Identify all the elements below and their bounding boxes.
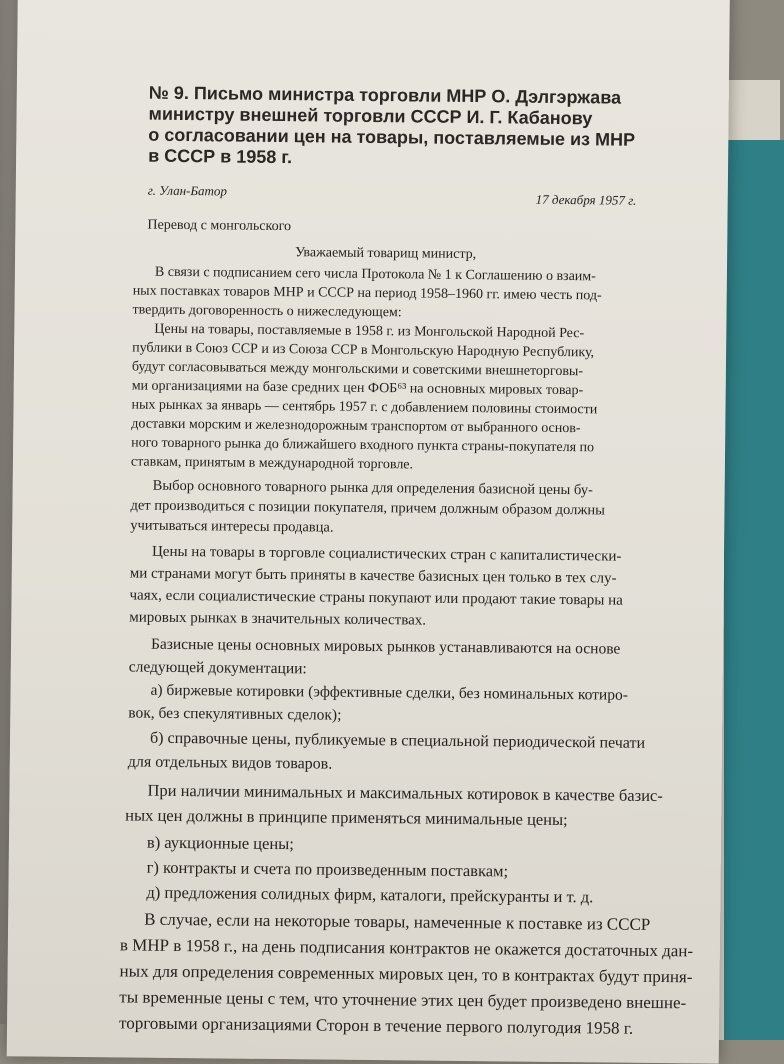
text-line: следующей документации:: [128, 658, 307, 678]
text-line: ты временные цены с тем, что уточнение этих цен будет произведено внешне-: [119, 987, 687, 1013]
text-line: ных цен должны в принципе применяться минимальные цены;: [125, 805, 568, 830]
book-cover-edge: [724, 140, 784, 1040]
document-heading: [148, 83, 649, 172]
document-date: 17 декабря 1957 г.: [535, 191, 637, 208]
text-line: торговыми организациями Сторон в течение первого полугодия 1958 г.: [118, 1013, 634, 1038]
text-line: в МНР в 1958 г., на день подписания контрактов не окажется достаточных дан-: [119, 935, 694, 961]
text-line: д) предложения солидных фирм, каталоги, прейскуранты и т. д.: [146, 882, 594, 907]
text-line: Базисные цены основных мировых рынков устанавливаются на основе: [150, 635, 621, 658]
heading-line: министру внешней торговли СССР И. Г. Кабанову: [148, 103, 593, 129]
text-line: ных для определения современных мировых цен, то в контрактах будут приня-: [119, 961, 693, 987]
heading-line: в СССР в 1958 г.: [148, 145, 293, 168]
text-line: мировых рынках в значительных количествах.: [129, 609, 427, 629]
text-line: Цены на товары, поставляемые в 1958 г. из Монгольской Народной Рес-: [154, 321, 585, 342]
text-line: ми организациями на базе средних цен ФОБ⁶³ на основных мировых товар-: [131, 378, 584, 399]
text-line: б) справочные цены, публикуемые в специальной периодической печати: [149, 729, 646, 752]
text-line: Цены на товары в торговле социалистических стран с капиталистически-: [151, 543, 622, 565]
text-line: ных рынках за январь — сентябрь 1957 г. с добавлением половины стоимости: [131, 397, 598, 418]
text-line: чаях, если социалистические страны покупают или продают такие товары на: [129, 587, 623, 609]
text-line: в) аукционные цены;: [146, 832, 294, 854]
heading-line: о согласовании цен на товары, поставляемые из МНР: [148, 124, 636, 150]
text-line: При наличии минимальных и максимальных котировок в качестве базис-: [147, 780, 663, 806]
text-line: ставкам, принятым в международной торговле.: [130, 454, 414, 473]
text-line: вок, без спекулятивных сделок);: [128, 704, 342, 724]
text-line: доставки морским и железнодорожным транспортом от выбранного основ-: [131, 416, 581, 437]
text-line: В случае, если на некоторые товары, намеченные к поставке из СССР: [144, 909, 651, 934]
text-line: ных поставках товаров МНР и СССР на период 1958–1960 гг. имею честь под-: [132, 283, 602, 304]
text-line: г) контракты и счета по произведенным поставкам;: [146, 857, 509, 881]
salutation: Уважаемый товарищ министр,: [295, 245, 477, 263]
translation-note: Перевод с монгольского: [147, 217, 292, 235]
text-line: дет производиться с позиции покупателя, причем должным образом должны: [130, 497, 605, 519]
text-line: учитываться интересы продавца.: [130, 517, 334, 536]
heading-line: № 9. Письмо министра торговли МНР О. Дэлгэржава: [148, 82, 622, 108]
text-line: В связи с подписанием сего числа Протокола № 1 к Соглашению о взаим-: [154, 264, 596, 285]
text-line: Выбор основного товарного рынка для определения базисной цены бу-: [152, 477, 593, 499]
text-line: ми странами могут быть приняты в качестве базисных цен только в тех слу-: [129, 565, 617, 587]
book-page: [7, 0, 730, 1064]
text-line: для отдельных видов товаров.: [127, 753, 333, 773]
text-line: а) биржевые котировки (эффективные сделки, без номинальных котиро-: [150, 681, 629, 704]
text-line: будут согласовываться между монгольскими и советскими внешнеторговы-: [131, 359, 584, 380]
text-line: твердить договоренность о нижеследующем:: [132, 302, 402, 321]
document-place: г. Улан-Батор: [147, 182, 228, 199]
text-line: ного товарного рынка до ближайшего входного пункта страны-покупателя по: [131, 435, 595, 456]
text-line: публики в Союз ССР и из Союза ССР в Монгольскую Народную Республику,: [132, 340, 595, 361]
